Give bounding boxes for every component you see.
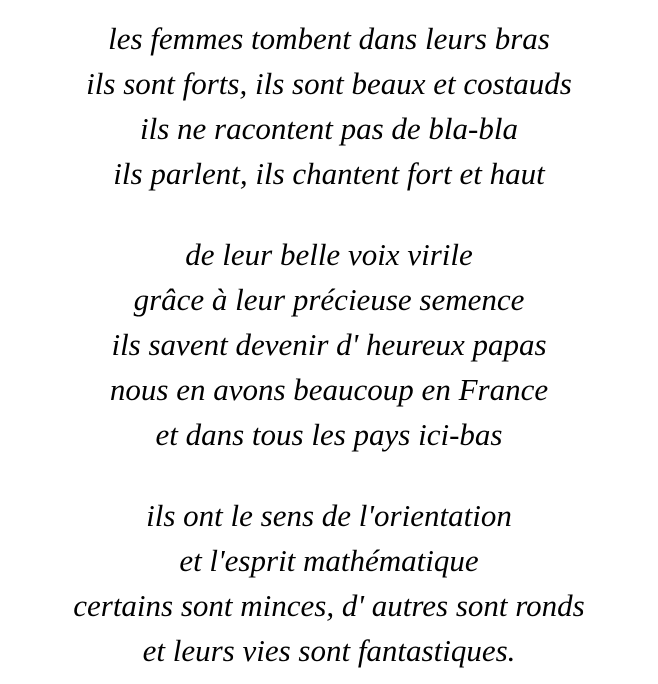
- poem-line: grâce à leur précieuse semence: [133, 282, 525, 317]
- stanza-2: [0, 232, 658, 457]
- stanza-1: [0, 16, 658, 196]
- poem-line: et l'esprit mathématique: [179, 543, 479, 578]
- poem-line: et dans tous les pays ici-bas: [155, 417, 503, 452]
- poem-line: les femmes tombent dans leurs bras: [108, 21, 550, 56]
- poem-line: ils sont forts, ils sont beaux et costauds: [86, 66, 572, 101]
- poem-line: nous en avons beaucoup en France: [109, 372, 549, 407]
- poem-line: ils ne racontent pas de bla-bla: [140, 111, 518, 146]
- poem-text: [0, 16, 658, 673]
- poem-line: certains sont minces, d' autres sont ronds: [73, 588, 585, 623]
- poem-line: et leurs vies sont fantastiques.: [142, 633, 516, 668]
- poem-line: ils parlent, ils chantent fort et haut: [113, 156, 545, 191]
- poem-line: de leur belle voix virile: [185, 237, 473, 272]
- poem-line: ils ont le sens de l'orientation: [146, 498, 512, 533]
- poem-line: ils savent devenir d' heureux papas: [111, 327, 547, 362]
- stanza-3: [0, 493, 658, 673]
